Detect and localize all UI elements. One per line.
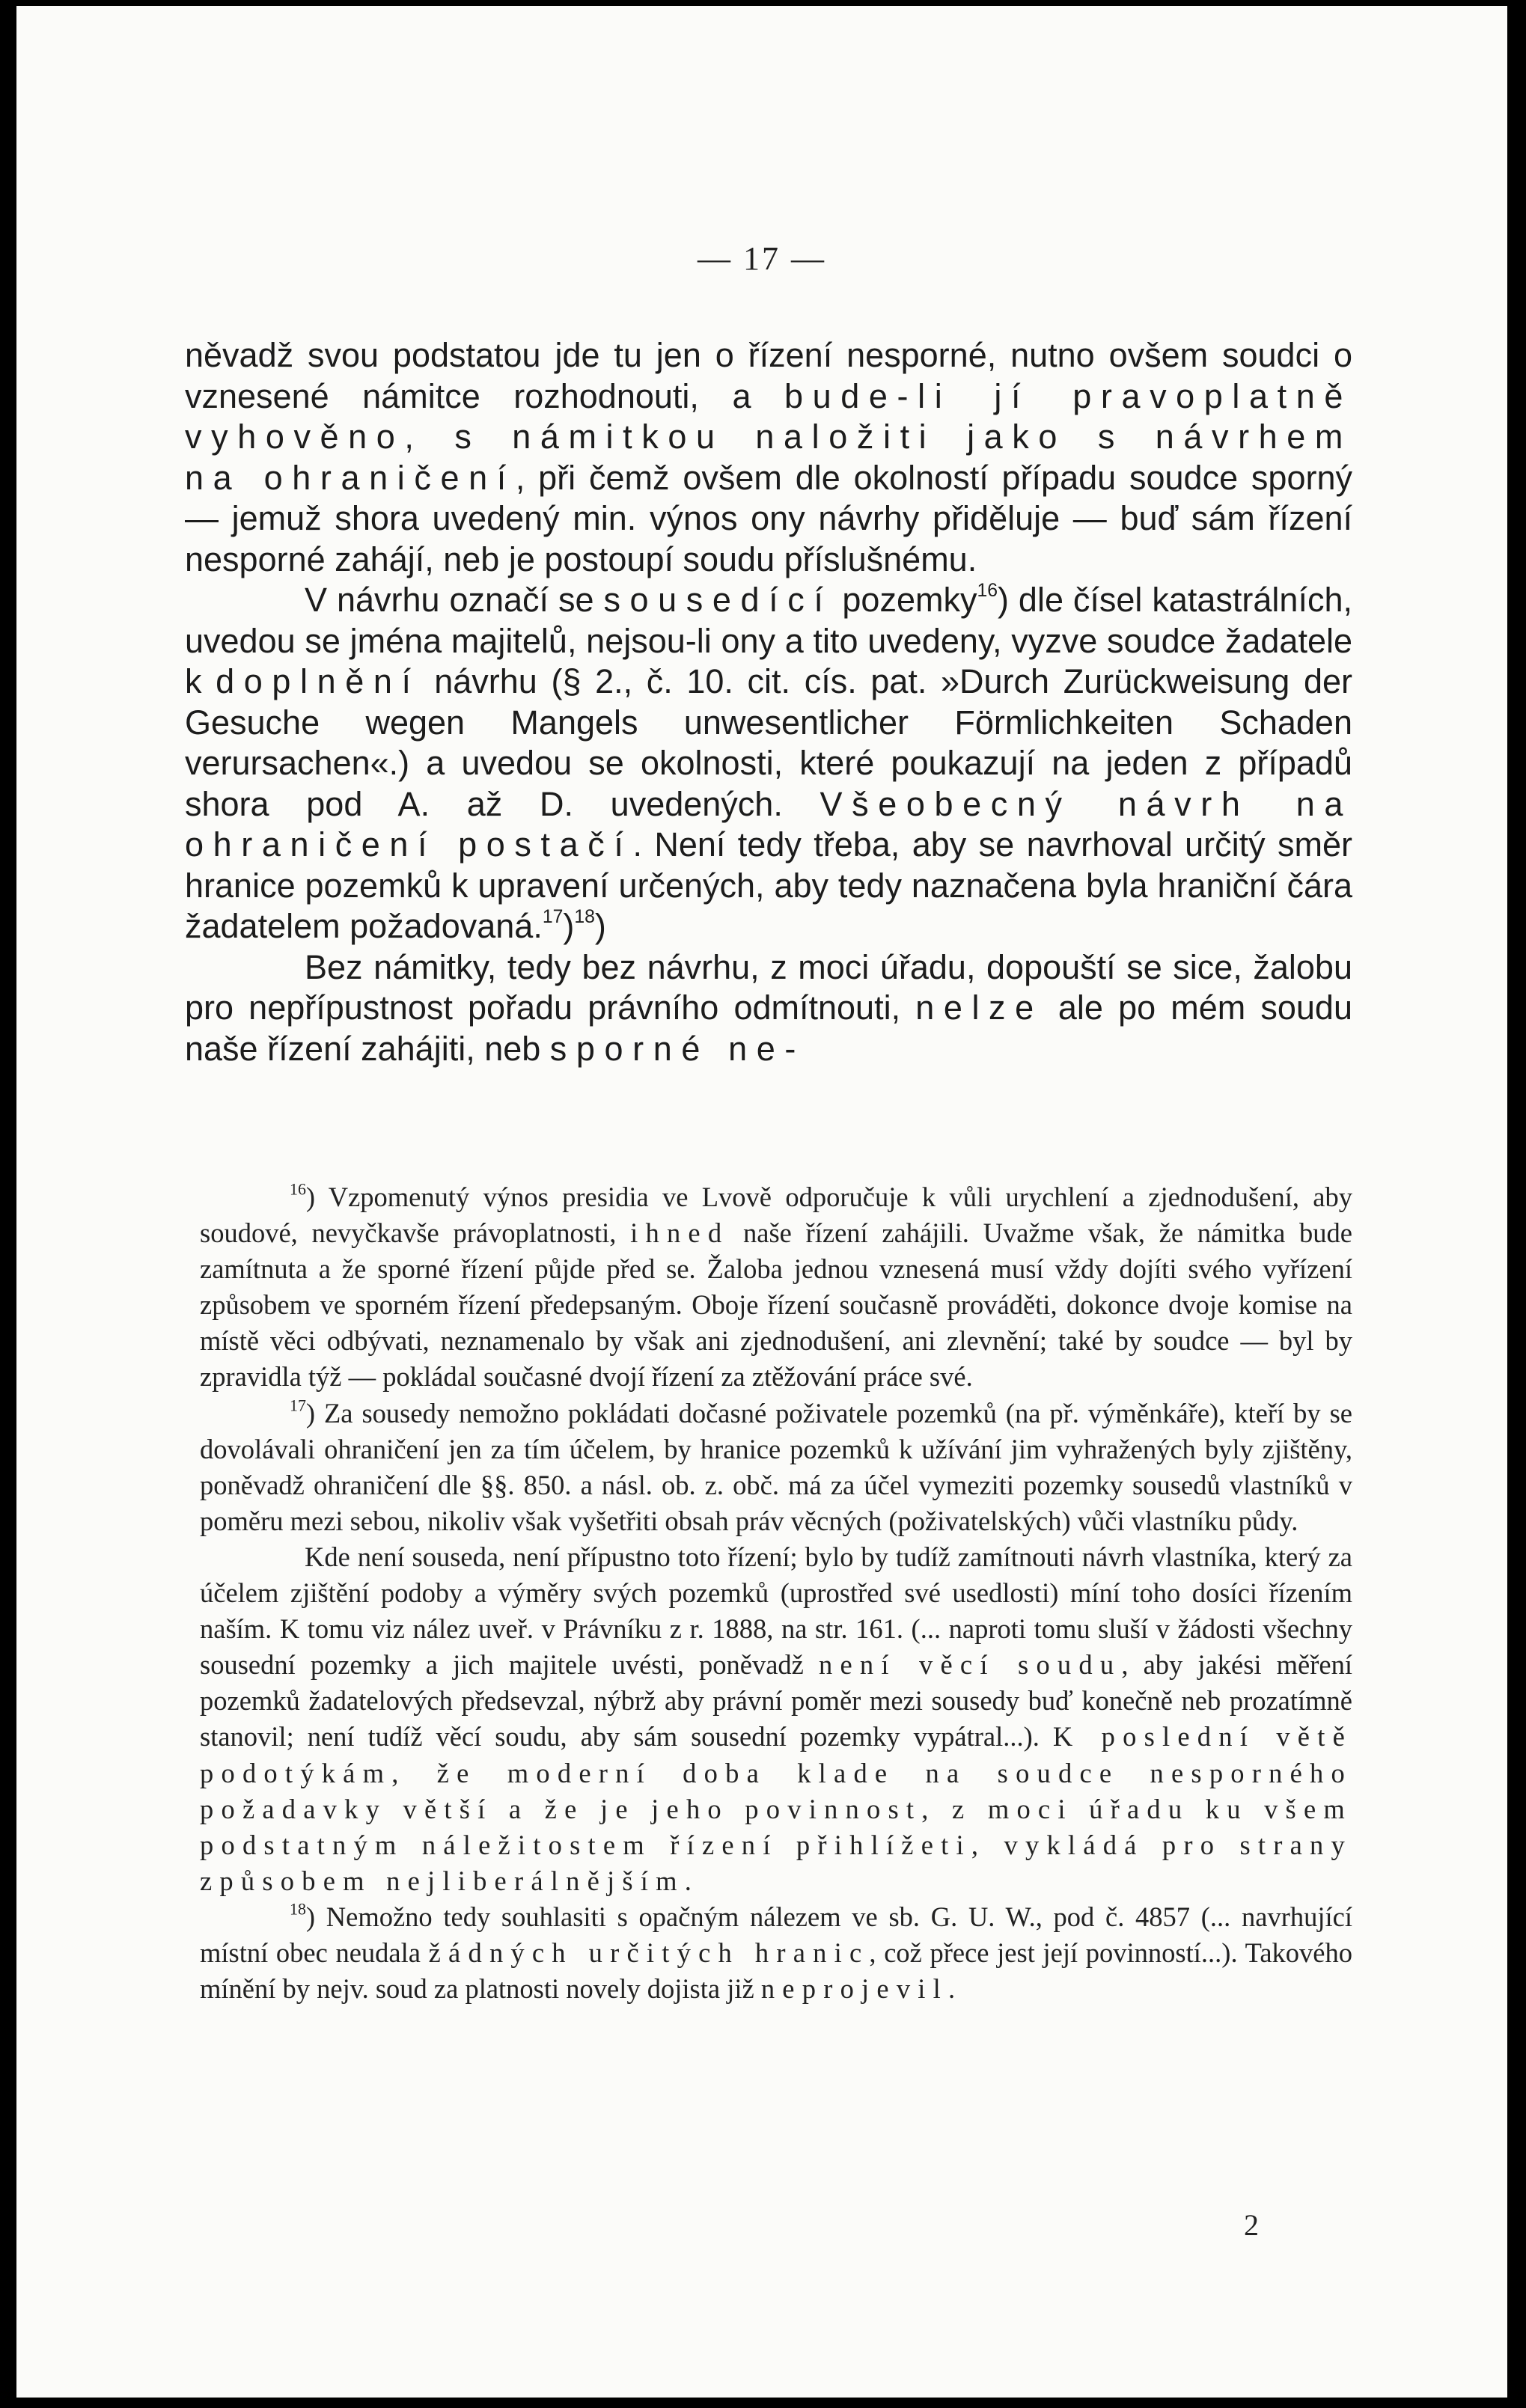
spaced-emphasis: K poslední větě podotýkám, že moderní doba klade na soudce nesporného požadavky větší a že je jeho povinnost, z moci úřadu ku všem podstatným náležitostem řízení přihlížeti, vykládá pro strany způsobem nejliberálnějším. — [200, 1721, 1352, 1896]
spaced-emphasis: ihned — [630, 1217, 730, 1249]
paragraph-1: něvadž svou podstatou jde tu jen o řízení nesporné, nutno ovšem soudci o vznesené námitce rozhodnouti, a bude-li jí pravoplatně vyhověno, s námitkou naložiti jako s návrhem na ohraničení, při čemž ovšem dle okolností případu soudce sporný — jemuž shora uvedený min. výnos ony návrhy přiděluje — buď sám řízení nesporné zahájí, neb je postoupí soudu příslušnému. — [185, 336, 1353, 578]
spaced-emphasis: Všeobecný návrh na ohraničení postačí — [185, 784, 1353, 864]
footnote-18: $^{18}$) Nemožno tedy souhlasiti s opačným nálezem ve sb. G. U. W., pod č. 4857 (... navrhující místní obec neudala žádných určitých hranic, což přece jest její povinností...). Takového mínění by nejv. soud za platnosti novely dojista již neprojevil. — [200, 1899, 1352, 2005]
footnote-marker: 17 — [290, 1396, 306, 1415]
footnote-ref-16: 16 — [977, 581, 998, 602]
footnote-ref-18: 18 — [574, 907, 595, 928]
spaced-emphasis: žádných určitých hranic — [428, 1937, 870, 1968]
spaced-emphasis: nelze — [915, 988, 1043, 1027]
footnote-17: $^{17}$) Za sousedy nemožno pokládati dočasné poživatele pozemků (na př. výměnkáře), kteří by se dovolávali ohraničení jen za tím účelem, by hranice pozemků k užívání jim vyhražených byly zjištěny, poněvadž ohraničení dle §§. 850. a násl. ob. z. obč. má za účel vymeziti pozemky sousedů vlastníků v poměru mezi sebou, nikoliv však vyšetřiti obsah práv věcných (poživatelských) vůči vlastníku půdy. — [200, 1396, 1352, 1536]
paragraph-3: Bez námitky, tedy bez návrhu, z moci úřadu, dopouští se sice, žalobu pro nepřípustnost pořadu právního odmítnouti, nelze ale po mém soudu naše řízení zahájiti, neb sporné ne- — [185, 947, 1352, 1068]
footnote-marker: 16 — [290, 1179, 306, 1199]
spaced-emphasis: neprojevil — [760, 1973, 949, 2005]
paragraph-2: V návrhu označí se sousedící pozemky$^{16}$) dle čísel katastrálních, uvedou se jména majitelů, nejsou-li ony a tito uvedeny, vyzve soudce žadatele k doplnění návrhu (§ 2., č. 10. cit. cís. pat. »Durch Zurückweisung der Gesuche wegen Mangels unwesentlicher Förmlichkeiten Schaden verursachen«.) a uvedou se okolnosti, které poukazují na jeden z případů shora pod A. až D. uvedených. Všeobecný návrh na ohraničení postačí. Není tedy třeba, aby se navrhoval určitý směr hranice pozemků k upravení určených, aby tedy naznačena byla hraniční čára žadatelem požadovaná.$^{17}$)$^{18}$) — [185, 581, 1353, 945]
spaced-emphasis: sporné ne- — [549, 1029, 805, 1068]
footnote-marker: 18 — [290, 1899, 306, 1919]
page-number: — 17 — — [698, 240, 826, 277]
spaced-emphasis: bude-li jí pravoplatně vyhověno, s námitkou naložiti jako s návrhem na ohraničení — [185, 376, 1353, 497]
footnotes — [200, 1179, 1352, 2007]
footnote-17-continued: Kde není souseda, není přípustno toto řízení; bylo by tudíž zamítnouti návrh vlastníka, který za účelem zjištění podoby a výměry svých pozemků (uprostřed své usedlosti) míní toho dosíci řízením naším. K tomu viz nález uveř. v Právníku z r. 1888, na str. 161. (... naproti tomu sluší v žádosti všechny sousední pozemky a jich majitele uvésti, poněvadž není věcí soudu, aby jakési měření pozemků žadatelových předsevzal, nýbrž aby právní poměr mezi sousedy buď konečně neb prozatímně stanovil; není tudíž věcí soudu, aby sám sousední pozemky vypátral...). K poslední větě podotýkám, že moderní doba klade na soudce nesporného požadavky větší a že je jeho povinnost, z moci úřadu ku všem podstatným náležitostem řízení přihlížeti, vykládá pro strany způsobem nejliberálnějším. — [200, 1541, 1352, 1896]
footnote-16: $^{16}$) Vzpomenutý výnos presidia ve Lvově odporučuje k vůli urychlení a zjednodušení, aby soudové, nevyčkavše právoplatnosti, ihned naše řízení zahájili. Uvažme však, že námitka bude zamítnuta a že sporné řízení půjde před se. Žaloba jednou vznesená musí vždy dojíti svého vyřízení způsobem ve sporném řízení předepsaným. Oboje řízení současně prováděti, dokonce dvoje komise na místě věci odbývati, neznamenalo by však ani zjednodušení, ani zlevnění; také by soudce — byl by zpravidla týž — pokládal současné dvojí řízení za ztěžování práce své. — [200, 1179, 1352, 1393]
spaced-emphasis: není věcí soudu — [818, 1649, 1122, 1681]
spaced-emphasis: sousedící — [603, 581, 833, 619]
footnote-ref-17: 17 — [542, 907, 564, 928]
signature-mark: 2 — [1244, 2208, 1259, 2242]
spaced-emphasis: doplnění — [216, 662, 421, 700]
main-text — [185, 335, 1352, 1069]
book-page — [16, 6, 1507, 2398]
